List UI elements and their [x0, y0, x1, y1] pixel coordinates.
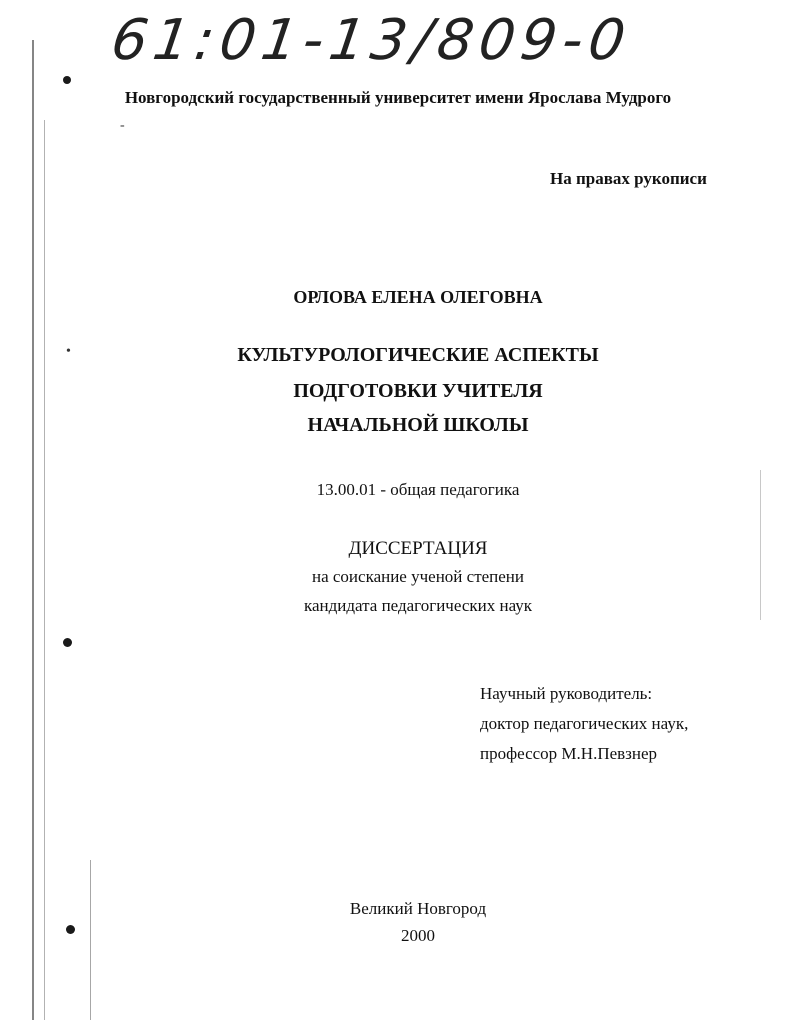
- title-line-1: КУЛЬТУРОЛОГИЧЕСКИЕ АСПЕКТЫ: [237, 344, 599, 366]
- degree-line-2: кандидата педагогических наук: [303, 596, 533, 615]
- hole-punch-mark: [63, 638, 72, 647]
- scan-speck: -: [120, 118, 125, 133]
- supervisor-name: профессор М.Н.Певзнер: [480, 744, 658, 763]
- supervisor-degree: доктор педагогических наук,: [480, 714, 689, 733]
- author-name: ОРЛОВА ЕЛЕНА ОЛЕГОВНА: [293, 287, 543, 307]
- scan-speck: •: [66, 344, 71, 359]
- city: Великий Новгород: [349, 899, 487, 918]
- title-line-2: ПОДГОТОВКИ УЧИТЕЛЯ: [293, 380, 543, 402]
- supervisor-label: Научный руководитель:: [480, 684, 653, 703]
- title-line-3: НАЧАЛЬНОЙ ШКОЛЫ: [307, 414, 529, 436]
- specialty-code: 13.00.01 - общая педагогика: [316, 480, 520, 499]
- year: 2000: [401, 926, 435, 945]
- document-type: ДИССЕРТАЦИЯ: [348, 538, 488, 559]
- manuscript-rights-note: На правах рукописи: [550, 169, 707, 188]
- handwritten-archive-code: 61:01-13/809-0: [107, 8, 636, 73]
- scan-edge-line: [32, 40, 34, 1020]
- hole-punch-mark: [63, 76, 71, 84]
- degree-line-1: на соискание ученой степени: [311, 567, 525, 586]
- university-name: Новгородский государственный университет имени Ярослава Мудрого: [124, 88, 672, 107]
